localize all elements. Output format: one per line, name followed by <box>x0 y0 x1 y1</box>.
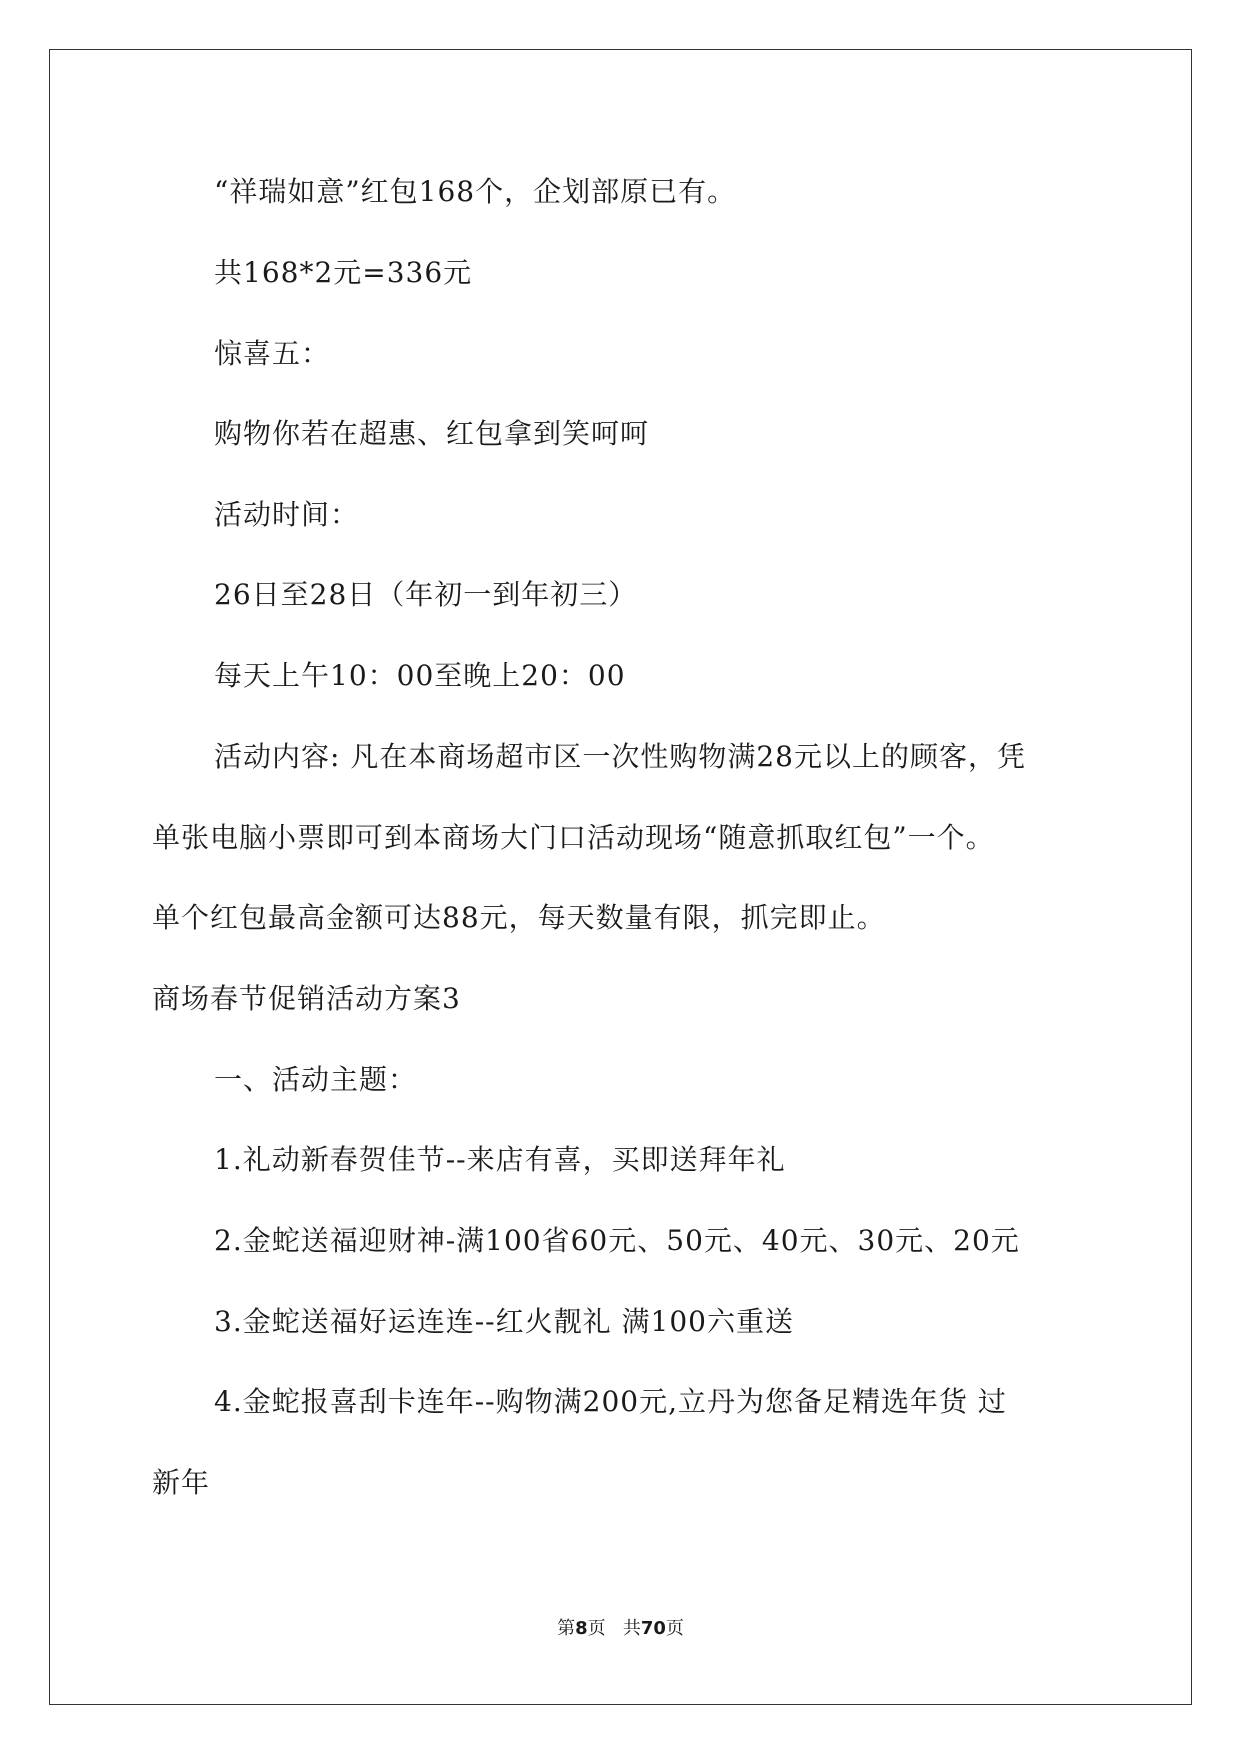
text-line: 4.金蛇报喜刮卡连年--购物满200元,立丹为您备足精选年货 过 <box>214 1385 1007 1418</box>
text-line: 活动时间： <box>214 498 360 531</box>
text-line: 3.金蛇送福好运连连--红火靓礼 满100六重送 <box>214 1305 794 1338</box>
text-line: 2.金蛇送福迎财神-满100省60元、50元、40元、30元、20元 <box>214 1224 1020 1257</box>
text-line: 新年 <box>152 1466 211 1499</box>
footer-prefix: 第 <box>557 1618 576 1639</box>
footer-page-word: 页 <box>587 1618 606 1639</box>
footer-total-suffix: 页 <box>665 1618 684 1639</box>
text-line: “祥瑞如意”红包168个，企划部原已有。 <box>214 175 737 208</box>
page-border <box>49 49 1192 1705</box>
footer-total-prefix: 共 <box>622 1618 641 1639</box>
text-line: 单个红包最高金额可达88元，每天数量有限，抓完即止。 <box>152 901 886 934</box>
text-line: 惊喜五： <box>214 337 331 370</box>
text-line: 1.礼动新春贺佳节--来店有喜，买即送拜年礼 <box>214 1143 786 1176</box>
text-line: 一、活动主题： <box>214 1063 418 1096</box>
text-line: 购物你若在超惠、红包拿到笑呵呵 <box>214 417 650 450</box>
section-heading: 商场春节促销活动方案3 <box>152 982 461 1015</box>
text-line: 单张电脑小票即可到本商场大门口活动现场“随意抓取红包”一个。 <box>152 821 995 854</box>
text-line: 每天上午10：00至晚上20：00 <box>214 659 626 692</box>
text-line: 26日至28日（年初一到年初三） <box>214 578 638 611</box>
text-line: 活动内容: 凡在本商场超市区一次性购物满28元以上的顾客，凭 <box>214 740 1026 773</box>
current-page-number: 8 <box>575 1618 588 1639</box>
text-line: 共168*2元=336元 <box>214 256 473 289</box>
total-page-count: 70 <box>640 1618 666 1639</box>
page-footer <box>0 1617 1241 1641</box>
